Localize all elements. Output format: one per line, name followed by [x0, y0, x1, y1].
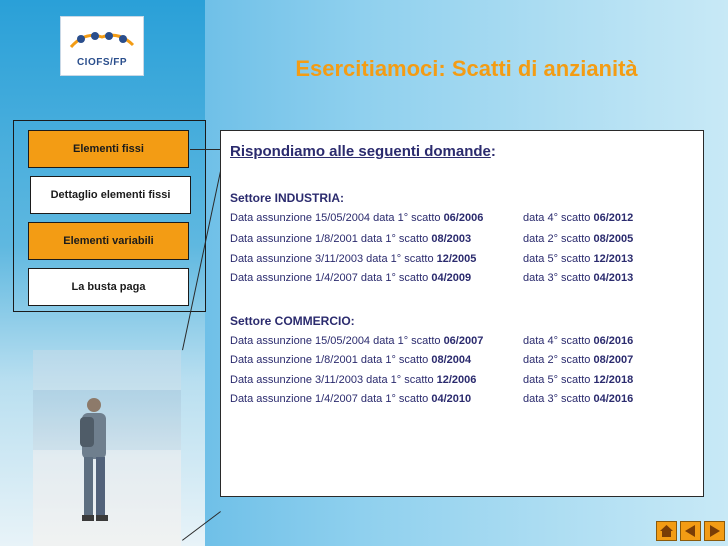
previous-button[interactable]: [680, 521, 701, 541]
home-icon: [659, 524, 674, 538]
home-button[interactable]: [656, 521, 677, 541]
nav-elementi-variabili[interactable]: Elementi variabili: [28, 222, 189, 260]
logo-text: CIOFS/FP: [76, 57, 128, 68]
nav-la-busta-paga[interactable]: La busta paga: [28, 268, 189, 306]
table-row: Data assunzione 1/4/2007 data 1° scatto 04/2010 data 3° scatto 04/2016: [230, 393, 634, 405]
heading-text: Rispondiamo alle seguenti domande: [230, 143, 491, 160]
logo-birds-icon: [69, 27, 135, 53]
sector-industria-label: Settore INDUSTRIA:: [230, 191, 345, 205]
page-title: Esercitiamoci: Scatti di anzianità: [295, 56, 638, 81]
nav-elementi-fissi[interactable]: Elementi fissi: [28, 130, 189, 168]
heading-colon: :: [490, 143, 496, 160]
walking-student-image: [70, 395, 114, 525]
content-heading: [230, 143, 496, 160]
table-row: Data assunzione 15/05/2004 data 1° scatto 06/2006 data 4° scatto 06/2012: [230, 212, 634, 224]
next-button[interactable]: [704, 521, 725, 541]
table-row: Data assunzione 15/05/2004 data 1° scatto 06/2007 data 4° scatto 06/2016: [230, 335, 634, 347]
sector-commercio-label: Settore COMMERCIO:: [230, 314, 355, 328]
nav-dettaglio-elementi-fissi[interactable]: Dettaglio elementi fissi: [30, 176, 191, 214]
connector-line: [190, 149, 220, 150]
table-row: Data assunzione 3/11/2003 data 1° scatto 12/2006 data 5° scatto 12/2018: [230, 374, 634, 386]
table-row: Data assunzione 3/11/2003 data 1° scatto 12/2005 data 5° scatto 12/2013: [230, 253, 634, 265]
arrow-right-icon: [707, 524, 722, 538]
arrow-left-icon: [683, 524, 698, 538]
content-panel: [220, 130, 704, 497]
table-row: Data assunzione 1/4/2007 data 1° scatto 04/2009 data 3° scatto 04/2013: [230, 272, 634, 284]
ciofs-logo: [60, 16, 144, 76]
table-row: Data assunzione 1/8/2001 data 1° scatto 08/2003 data 2° scatto 08/2005: [230, 233, 634, 245]
table-row: Data assunzione 1/8/2001 data 1° scatto 08/2004 data 2° scatto 08/2007: [230, 354, 634, 366]
